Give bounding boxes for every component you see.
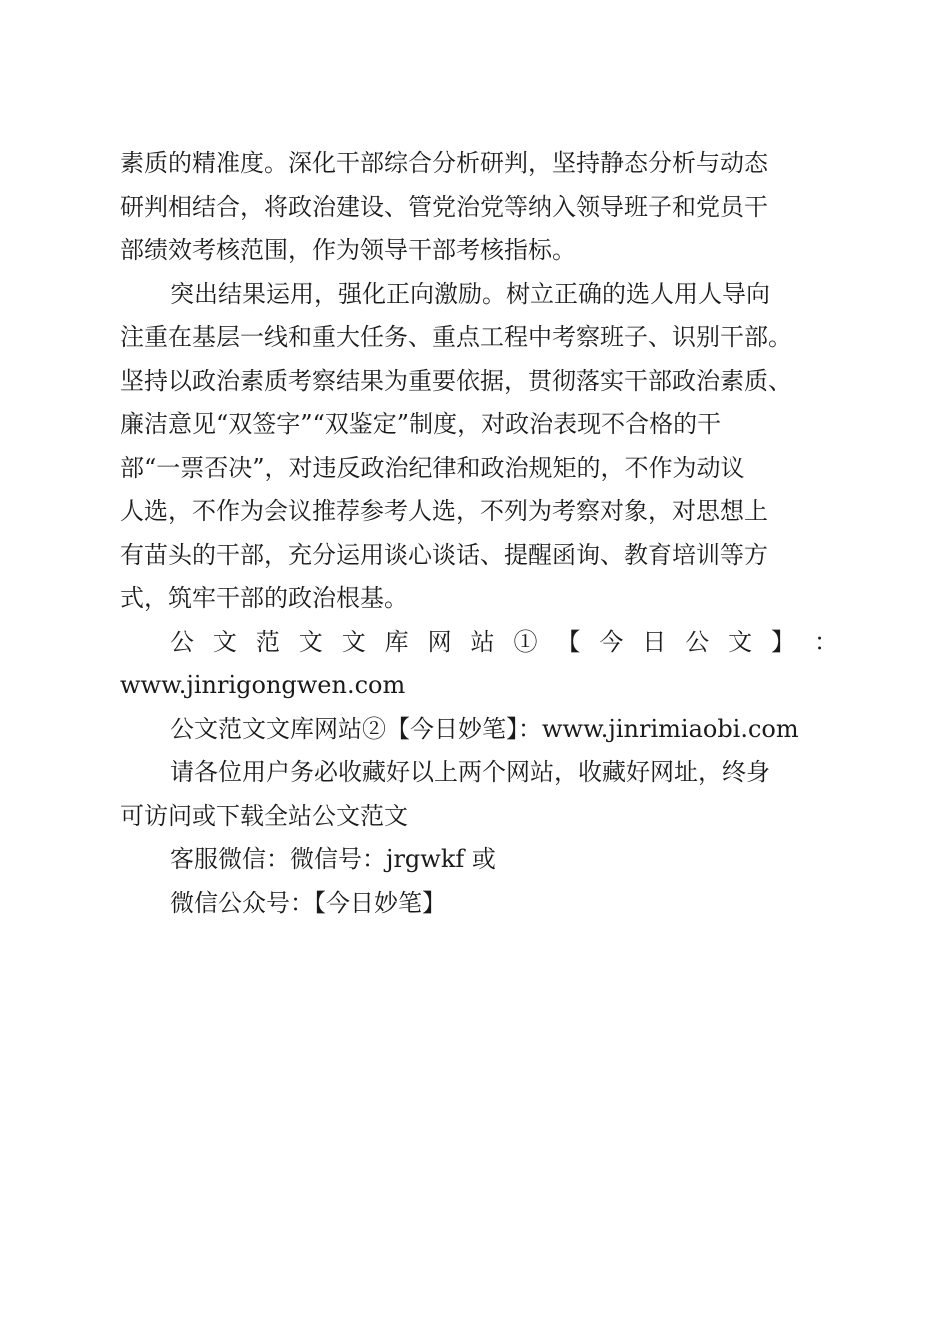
- notice-line-2: 可访问或下载全站公文范文: [120, 801, 408, 830]
- paragraph-1-line-3: 部绩效考核范围，作为领导干部考核指标。: [120, 236, 576, 264]
- service-wechat: 客服微信：微信号：jrgwkf 或: [170, 845, 496, 873]
- notice-line-1: 请各位用户务必收藏好以上两个网站，收藏好网址，终身: [170, 758, 770, 786]
- paragraph-2-line-4: 廉洁意见“双签字”“双鉴定”制度，对政治表现不合格的干: [120, 410, 722, 438]
- paragraph-2-line-2: 注重在基层一线和重大任务、重点工程中考察班子、识别干部。: [120, 323, 792, 351]
- site-1-url[interactable]: www.jinrigongwen.com: [120, 671, 406, 699]
- footer-info: [120, 621, 838, 926]
- site-1-label: 公 文 范 文 文 库 网 站 ① 【 今 日 公 文 】 ：: [170, 627, 838, 656]
- paragraph-2-line-7: 有苗头的干部，充分运用谈心谈话、提醒函询、教育培训等方: [120, 540, 768, 569]
- paragraph-2-line-6: 人选，不作为会议推荐参考人选，不列为考察对象，对思想上: [120, 497, 768, 525]
- paragraph-1-line-2: 研判相结合，将政治建设、管党治党等纳入领导班子和党员干: [120, 192, 768, 221]
- site-2-line[interactable]: 公文范文文库网站②【今日妙笔】：www.jinrimiaobi.com: [170, 714, 799, 743]
- paragraph-2-line-8: 式，筑牢干部的政治根基。: [120, 584, 408, 612]
- paragraph-2-line-3: 坚持以政治素质考察结果为重要依据，贯彻落实干部政治素质、: [120, 366, 792, 395]
- document-page: [120, 142, 838, 925]
- paragraph-2-line-5: 部“一票否决”，对违反政治纪律和政治规矩的，不作为动议: [120, 453, 745, 482]
- paragraph-2: [120, 273, 838, 621]
- official-account: 微信公众号：【今日妙笔】: [170, 888, 446, 917]
- paragraph-1: [120, 142, 838, 273]
- paragraph-1-line-1: 素质的精准度。深化干部综合分析研判，坚持静态分析与动态: [120, 149, 768, 177]
- paragraph-2-line-1: 突出结果运用，强化正向激励。树立正确的选人用人导向: [170, 279, 770, 308]
